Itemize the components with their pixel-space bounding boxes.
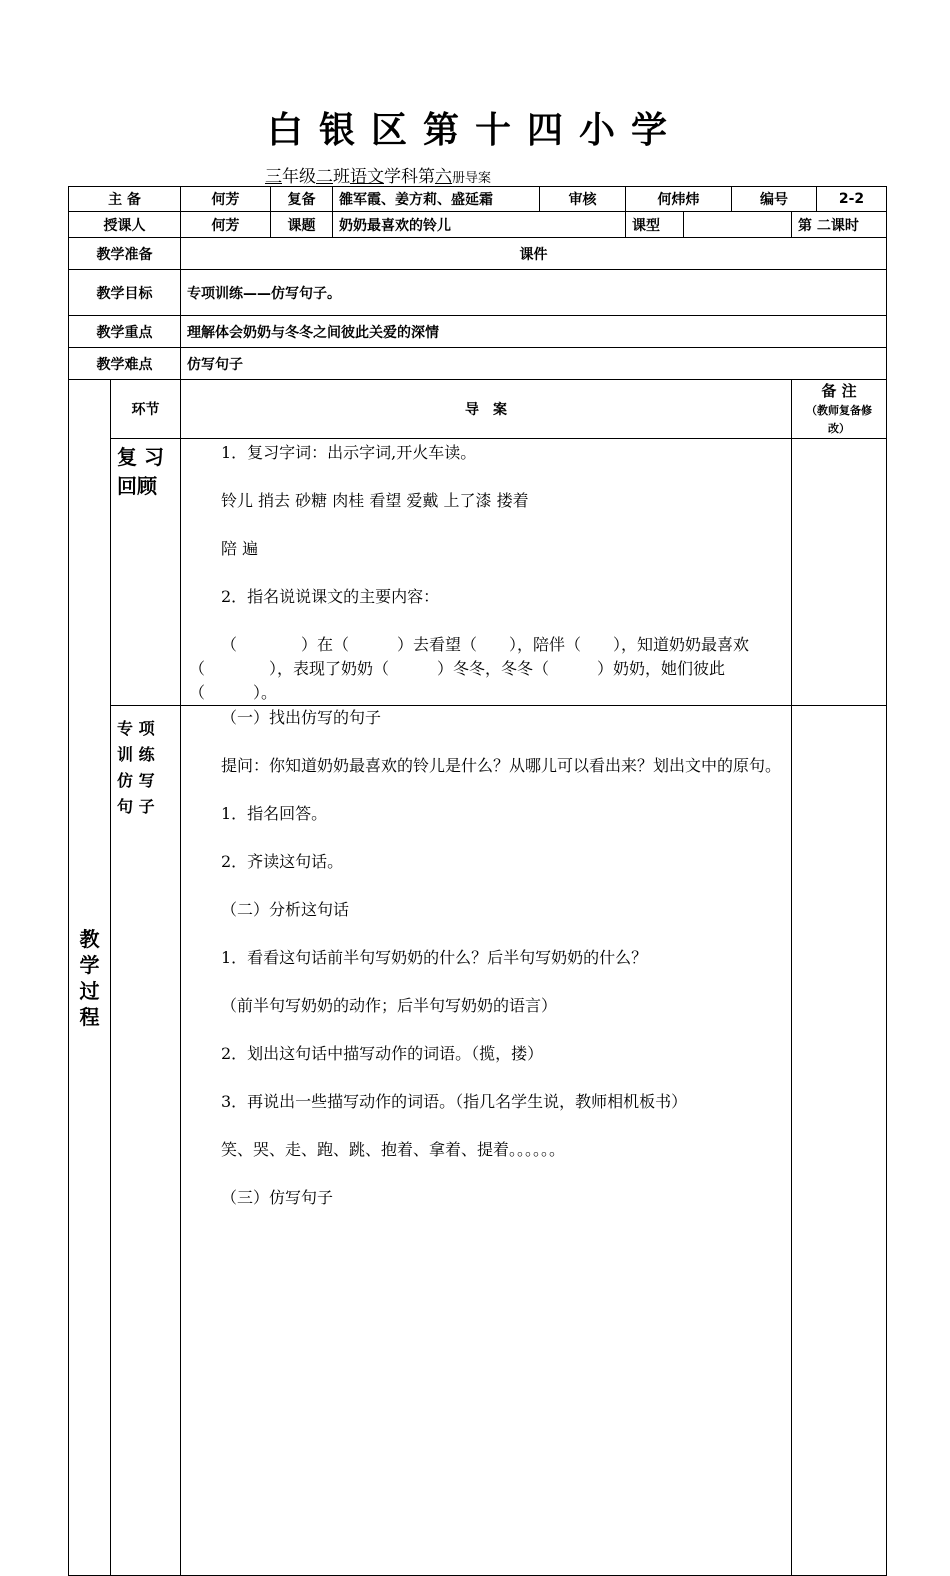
notes-title: 备 注	[821, 382, 857, 400]
plan-header: 导 案	[181, 380, 792, 439]
content-line: 3．再说出一些描写动作的词语。（指几名学生说，教师相机板书）	[221, 1092, 688, 1111]
key-label: 教学重点	[69, 316, 181, 348]
content-line: 提问：你知道奶奶最喜欢的铃儿是什么？从哪儿可以看出来？划出文中的原句。	[221, 756, 782, 775]
content-line: 1．看看这句话前半句写奶奶的什么？后半句写奶奶的什么？	[221, 948, 648, 967]
section-practice-content	[181, 706, 792, 1576]
topic-label: 课题	[271, 212, 333, 238]
process-char: 教	[79, 926, 100, 951]
content-line: （ ）在（ ）去看望（ ），陪伴（ ），知道奶奶最喜欢（ ），表现了奶奶（ ）冬冬，冬冬（ ）奶奶，她们彼此（ ）。	[189, 635, 750, 702]
section-review-notes	[792, 439, 887, 706]
shenhe-label: 审核	[540, 187, 626, 212]
notes-header	[792, 380, 887, 439]
document-subtitle	[265, 162, 491, 187]
content-line: 2．指名说说课文的主要内容：	[221, 587, 440, 606]
content-line: （三）仿写句子	[221, 1188, 334, 1207]
content-line: 陪 遍	[221, 539, 259, 558]
school-title: 白银区第十四小学	[266, 110, 683, 151]
section-title-line: 训 练	[117, 745, 155, 764]
grade: 三	[265, 167, 282, 187]
bianhao-label: 编号	[732, 187, 817, 212]
subject: 语文	[350, 167, 384, 187]
content-line: （二）分析这句话	[221, 900, 350, 919]
section-title-line: 回顾	[117, 474, 157, 498]
difficulty-value: 仿写句子	[181, 348, 887, 380]
fubei-value: 雒军霞、姜方莉、盛延霜	[333, 187, 540, 212]
bianhao-value: 2-2	[817, 187, 887, 212]
shenhe-value: 何炜炜	[626, 187, 732, 212]
content-line: 铃儿 捎去 砂糖 肉桂 看望 爱戴 上了漆 搂着	[221, 491, 529, 510]
content-line: 2．划出这句话中描写动作的词语。（揽，搂）	[221, 1044, 544, 1063]
type-label: 课型	[626, 212, 684, 238]
key-value: 理解体会奶奶与冬冬之间彼此关爱的深情	[181, 316, 887, 348]
segment-header: 环节	[111, 380, 181, 439]
teacher-label: 授课人	[69, 212, 181, 238]
content-line: 1．指名回答。	[221, 804, 328, 823]
difficulty-label: 教学难点	[69, 348, 181, 380]
section-review-title	[111, 439, 181, 706]
topic-value: 奶奶最喜欢的铃儿	[333, 212, 626, 238]
section-title-line: 仿 写	[117, 771, 155, 790]
section-title-line: 句 子	[117, 797, 155, 816]
teacher-value: 何芳	[181, 212, 271, 238]
content-line: 2．齐读这句话。	[221, 852, 344, 871]
period-value: 第 二课时	[792, 212, 887, 238]
content-line: 笑、哭、走、跑、跳、抱着、拿着、提着。。。。。。	[221, 1140, 566, 1159]
section-title-line: 复 习	[117, 445, 164, 469]
book-suffix: 册导案	[452, 171, 492, 186]
process-char: 学	[79, 952, 100, 977]
content-line: 1．复习字词：出示字词,开火车读。	[221, 443, 477, 462]
zhubei-value: 何芳	[181, 187, 271, 212]
type-value	[684, 212, 792, 238]
grade-suffix: 年级	[282, 167, 316, 187]
fubei-label: 复备	[271, 187, 333, 212]
section-practice-notes	[792, 706, 887, 1576]
goal-value: 专项训练——仿写句子。	[181, 270, 887, 316]
goal-label: 教学目标	[69, 270, 181, 316]
section-title-line: 专 项	[117, 719, 155, 738]
process-char: 过	[79, 978, 100, 1003]
content-line: （前半句写奶奶的动作；后半句写奶奶的语言）	[221, 996, 558, 1015]
subject-suffix: 学科第	[384, 167, 435, 187]
prep-value: 课件	[181, 238, 887, 270]
section-practice-title	[111, 706, 181, 1576]
zhubei-label: 主 备	[69, 187, 181, 212]
content-line: （一）找出仿写的句子	[221, 708, 382, 727]
lesson-plan-table	[68, 186, 887, 1576]
class-suffix: 班	[333, 167, 350, 187]
process-label	[69, 380, 111, 1576]
notes-subtitle: （教师复备修改）	[806, 404, 872, 435]
section-review-content	[181, 439, 792, 706]
process-char: 程	[79, 1004, 100, 1029]
book-number: 六	[435, 167, 452, 187]
class: 二	[316, 167, 333, 187]
prep-label: 教学准备	[69, 238, 181, 270]
